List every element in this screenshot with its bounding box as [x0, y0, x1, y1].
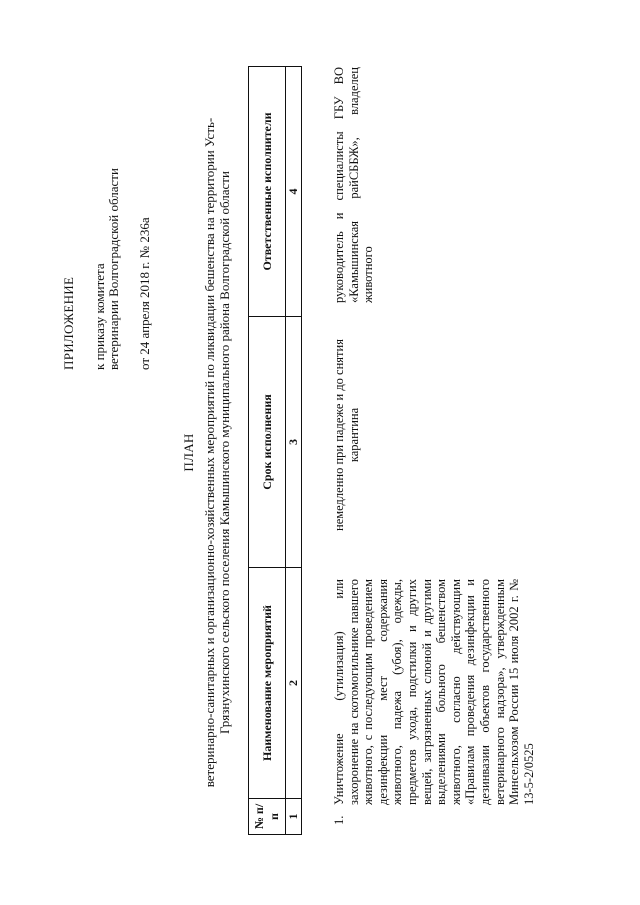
order-reference-line1: к приказу комитета	[92, 263, 107, 370]
header-deadline: Срок исполнения	[249, 317, 286, 568]
column-number: 2	[286, 568, 302, 799]
header-activities: Наименование мероприятий	[249, 568, 286, 799]
plan-subtitle-line1: ветеринарно-санитарных и организационно-хозяйственных мероприятий по ликвидации бешенства на территории Усть-	[202, 117, 217, 788]
header-number: № п/п	[249, 799, 286, 835]
row-deadline: немедленно при падеже и до снятия карантина	[332, 339, 361, 531]
row-activity-description: Уничтожение (утилизация) или захоронение на скотомогильнике павшего животного, с последующим проведением дезинфекции мест содержания животного, падежа (убоя), одежды, предметов ухода, подстилки и других вещей, загрязненных слюной и другими выделениями больного бешенством животного, согласно действующим «Правилам проведения дезинфекции и дезинвазии объектов государственного ветеринарного надзора», утвержденным Минсельхозом России 15 июля 2002 г. № 13-5-2/0525	[332, 579, 536, 805]
column-number-row	[286, 67, 302, 835]
header-executors: Ответственные исполнители	[249, 67, 286, 317]
column-number: 1	[286, 799, 302, 835]
plan-table	[248, 66, 302, 835]
plan-subtitle-line2: Грязнухинского сельского поселения Камышинского муниципального района Волгоградской области	[217, 171, 232, 734]
column-number: 3	[286, 317, 302, 568]
plan-title: ПЛАН	[181, 433, 196, 472]
table-header-row	[249, 67, 286, 835]
order-reference-line2: ветеринарии Волгоградской области	[106, 168, 121, 370]
appendix-title: ПРИЛОЖЕНИЕ	[61, 276, 76, 370]
row-number: 1.	[332, 815, 346, 825]
column-number: 4	[286, 67, 302, 317]
row-executors: руководитель и специалисты ГБУ ВО «Камышинская райСББЖ», владелец животного	[332, 67, 376, 303]
order-date: от 24 апреля 2018 г. № 236а	[137, 217, 152, 370]
table-row	[332, 29, 632, 835]
